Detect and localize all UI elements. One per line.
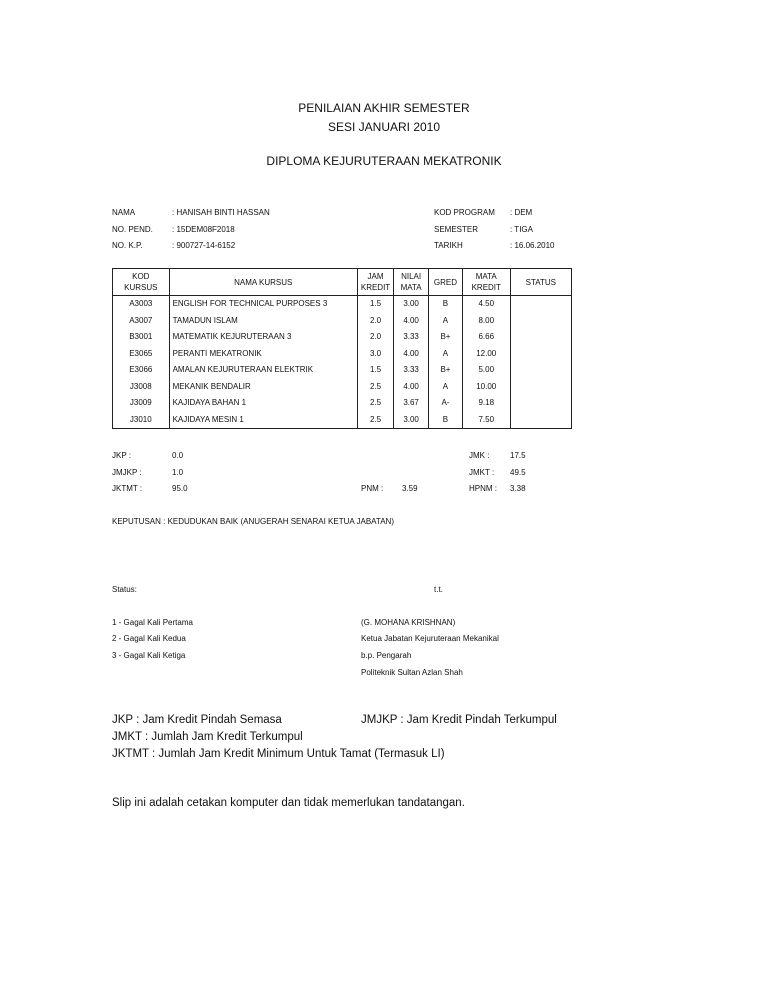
kp-value: : 900727-14-6152 <box>172 241 236 250</box>
cell-status <box>510 329 571 346</box>
cell-mata: 8.00 <box>462 313 510 330</box>
cell-nilai: 3.33 <box>394 362 429 379</box>
tarikh-value: : 16.06.2010 <box>510 241 555 250</box>
cell-gred: A <box>429 379 463 396</box>
pnm-value: 3.59 <box>402 484 418 493</box>
cell-nama: TAMADUN ISLAM <box>169 313 357 330</box>
cell-nilai: 4.00 <box>394 313 429 330</box>
cell-nama: MATEMATIK KEJURUTERAAN 3 <box>169 329 357 346</box>
cell-status <box>510 395 571 412</box>
semester-label: SEMESTER <box>434 225 479 234</box>
cell-jam: 2.0 <box>357 313 393 330</box>
cell-status <box>510 412 571 429</box>
status-label: Status: <box>112 585 137 594</box>
cell-jam: 1.5 <box>357 362 393 379</box>
cell-nilai: 3.33 <box>394 329 429 346</box>
footer-note: Slip ini adalah cetakan komputer dan tidak memerlukan tandatangan. <box>112 797 465 809</box>
pnm-label: PNM : <box>361 484 384 493</box>
header-kod: KOD KURSUS <box>113 269 170 296</box>
cell-nama: MEKANIK BENDALIR <box>169 379 357 396</box>
kp-label: NO. K.P. <box>112 241 143 250</box>
jmjkp-value: 1.0 <box>172 468 184 477</box>
cell-status <box>510 313 571 330</box>
report-title: PENILAIAN AKHIR SEMESTER <box>298 101 470 115</box>
cell-nama: AMALAN KEJURUTERAAN ELEKTRIK <box>169 362 357 379</box>
legend-jmjkp: JMJKP : Jam Kredit Pindah Terkumpul <box>361 714 557 726</box>
header-nama: NAMA KURSUS <box>169 269 357 296</box>
cell-kod: J3010 <box>113 412 170 429</box>
session-title: SESI JANUARI 2010 <box>327 120 441 134</box>
header-jam: JAM KREDIT <box>357 269 393 296</box>
results-table <box>112 268 572 429</box>
pend-label: NO. PEND. <box>112 225 153 234</box>
table-row <box>113 395 572 412</box>
cell-status <box>510 362 571 379</box>
cell-nilai: 3.00 <box>394 296 429 313</box>
cell-status <box>510 379 571 396</box>
signatory-institution: Politeknik Sultan Azlan Shah <box>361 668 463 677</box>
jktmt-label: JKTMT : <box>112 484 143 493</box>
semester-value: : TIGA <box>510 225 533 234</box>
cell-mata: 9.18 <box>462 395 510 412</box>
cell-nama: KAJIDAYA MESIN 1 <box>169 412 357 429</box>
nama-label: NAMA <box>112 208 136 217</box>
cell-nama: KAJIDAYA BAHAN 1 <box>169 395 357 412</box>
cell-gred: B <box>429 412 463 429</box>
table-row <box>113 313 572 330</box>
cell-mata: 6.66 <box>462 329 510 346</box>
keputusan-text: KEPUTUSAN : KEDUDUKAN BAIK (ANUGERAH SENARAI KETUA JABATAN) <box>112 517 394 526</box>
table-row <box>113 296 572 313</box>
table-row <box>113 379 572 396</box>
cell-jam: 2.5 <box>357 379 393 396</box>
cell-nilai: 4.00 <box>394 346 429 363</box>
cell-nama: ENGLISH FOR TECHNICAL PURPOSES 3 <box>169 296 357 313</box>
program-title: DIPLOMA KEJURUTERAAN MEKATRONIK <box>266 154 502 168</box>
cell-mata: 5.00 <box>462 362 510 379</box>
header-status: STATUS <box>510 269 571 296</box>
cell-kod: A3003 <box>113 296 170 313</box>
kodprog-label: KOD PROGRAM <box>434 208 495 217</box>
tt-label: t.t. <box>434 585 443 594</box>
legend-jktmt: JKTMT : Jumlah Jam Kredit Minimum Untuk Tamat (Termasuk LI) <box>112 748 445 760</box>
signatory-name: (G. MOHANA KRISHNAN) <box>361 618 456 627</box>
cell-kod: J3009 <box>113 395 170 412</box>
cell-nilai: 4.00 <box>394 379 429 396</box>
jktmt-value: 95.0 <box>172 484 188 493</box>
cell-kod: B3001 <box>113 329 170 346</box>
status-item-1: 1 - Gagal Kali Pertama <box>112 618 193 627</box>
cell-mata: 12.00 <box>462 346 510 363</box>
cell-status <box>510 346 571 363</box>
cell-gred: B <box>429 296 463 313</box>
cell-gred: B+ <box>429 362 463 379</box>
jmk-label: JMK : <box>469 451 490 460</box>
cell-mata: 7.50 <box>462 412 510 429</box>
signatory-position: Ketua Jabatan Kejuruteraan Mekanikal <box>361 634 499 643</box>
table-row <box>113 362 572 379</box>
cell-jam: 3.0 <box>357 346 393 363</box>
tarikh-label: TARIKH <box>434 241 463 250</box>
status-item-2: 2 - Gagal Kali Kedua <box>112 634 186 643</box>
cell-gred: A- <box>429 395 463 412</box>
table-header-row <box>113 269 572 296</box>
jmkt-label: JMKT : <box>469 468 495 477</box>
legend-jkp: JKP : Jam Kredit Pindah Semasa <box>112 714 282 726</box>
cell-jam: 2.0 <box>357 329 393 346</box>
cell-gred: A <box>429 346 463 363</box>
cell-jam: 2.5 <box>357 395 393 412</box>
legend-jmkt: JMKT : Jumlah Jam Kredit Terkumpul <box>112 731 303 743</box>
cell-mata: 10.00 <box>462 379 510 396</box>
signatory-on-behalf: b.p. Pengarah <box>361 651 412 660</box>
jmk-value: 17.5 <box>510 451 526 460</box>
cell-kod: E3066 <box>113 362 170 379</box>
hpnm-label: HPNM : <box>469 484 497 493</box>
table-row <box>113 346 572 363</box>
cell-jam: 2.5 <box>357 412 393 429</box>
cell-kod: E3065 <box>113 346 170 363</box>
cell-nama: PERANTI MEKATRONIK <box>169 346 357 363</box>
cell-nilai: 3.67 <box>394 395 429 412</box>
jmkt-value: 49.5 <box>510 468 526 477</box>
header-gred: GRED <box>429 269 463 296</box>
cell-kod: A3007 <box>113 313 170 330</box>
table-row <box>113 412 572 429</box>
table-row <box>113 329 572 346</box>
cell-jam: 1.5 <box>357 296 393 313</box>
header-mata: MATA KREDIT <box>462 269 510 296</box>
nama-value: : HANISAH BINTI HASSAN <box>172 208 270 217</box>
jkp-label: JKP : <box>112 451 131 460</box>
status-item-3: 3 - Gagal Kali Ketiga <box>112 651 186 660</box>
cell-gred: A <box>429 313 463 330</box>
kodprog-value: : DEM <box>510 208 533 217</box>
cell-kod: J3008 <box>113 379 170 396</box>
jmjkp-label: JMJKP : <box>112 468 142 477</box>
hpnm-value: 3.38 <box>510 484 526 493</box>
jkp-value: 0.0 <box>172 451 184 460</box>
cell-nilai: 3.00 <box>394 412 429 429</box>
cell-mata: 4.50 <box>462 296 510 313</box>
pend-value: : 15DEM08F2018 <box>172 225 235 234</box>
cell-status <box>510 296 571 313</box>
cell-gred: B+ <box>429 329 463 346</box>
header-nilai: NILAI MATA <box>394 269 429 296</box>
